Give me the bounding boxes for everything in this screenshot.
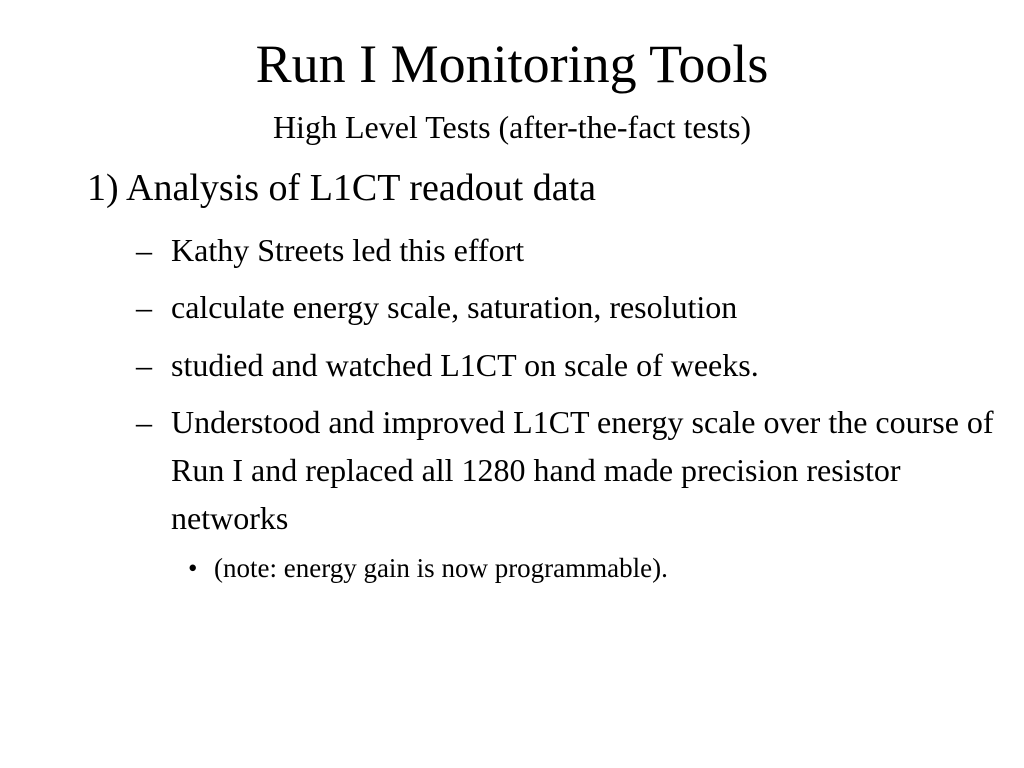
slide-title: Run I Monitoring Tools bbox=[255, 34, 769, 94]
sub-point-text: calculate energy scale, saturation, resolution bbox=[171, 289, 738, 325]
sub-point-3 bbox=[136, 341, 996, 389]
sub-point-2 bbox=[136, 283, 996, 331]
sub-point-4 bbox=[136, 398, 996, 542]
dash-bullet-icon: – bbox=[136, 347, 152, 383]
dash-bullet-icon: – bbox=[136, 404, 152, 440]
note-text: (note: energy gain is now programmable). bbox=[214, 553, 668, 583]
dash-bullet-icon: – bbox=[136, 289, 152, 325]
slide-subtitle: High Level Tests (after-the-fact tests) bbox=[272, 109, 752, 145]
sub-point-1 bbox=[136, 226, 996, 274]
sub-point-text: studied and watched L1CT on scale of weeks. bbox=[171, 347, 759, 383]
dot-bullet-icon: • bbox=[188, 553, 198, 583]
note-point bbox=[188, 550, 668, 586]
main-point: 1) Analysis of L1CT readout data bbox=[87, 167, 597, 209]
sub-point-text: Kathy Streets led this effort bbox=[171, 232, 525, 268]
sub-point-text: Understood and improved L1CT energy scale over the course of Run I and replaced all 1280 hand made precision resistor networks bbox=[171, 404, 994, 536]
dash-bullet-icon: – bbox=[136, 232, 152, 268]
